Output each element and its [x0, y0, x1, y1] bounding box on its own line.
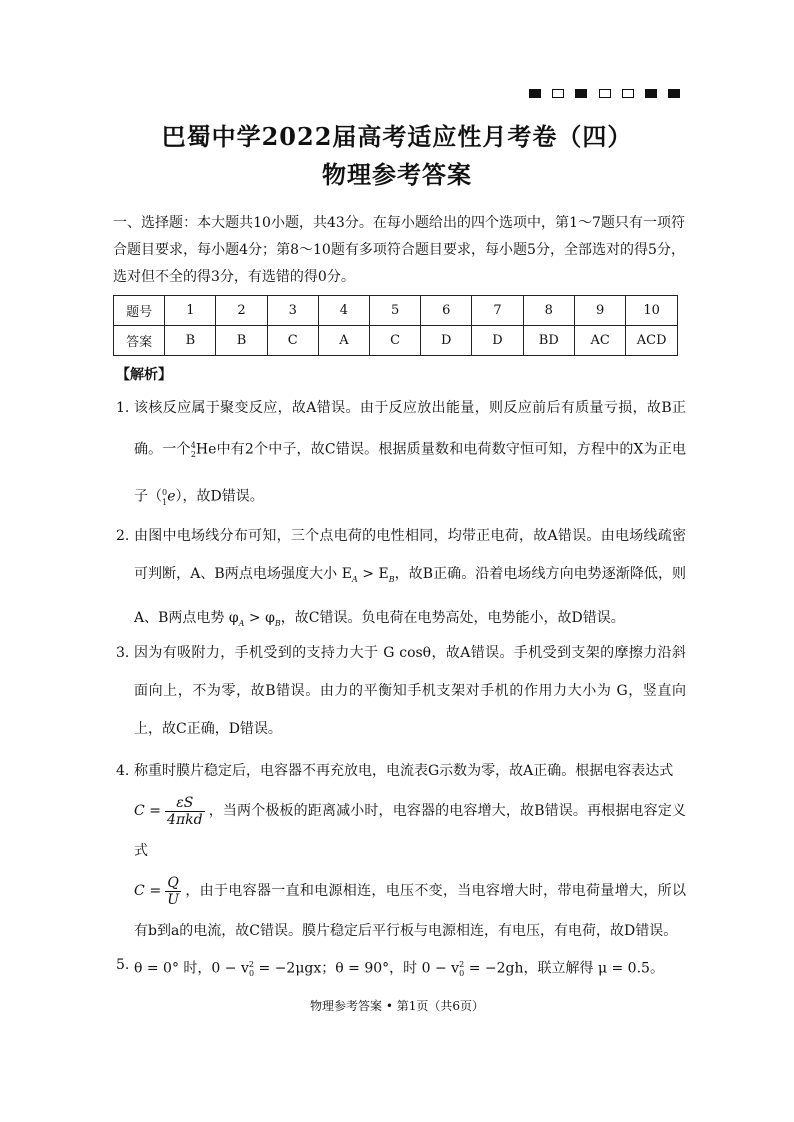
- page-footer: 物理参考答案 • 第1页（共6页）: [310, 999, 484, 1013]
- text-segment: = −2μgx；θ = 90°，时 0 − v: [254, 960, 460, 977]
- table-cell: 10: [626, 296, 678, 326]
- table-cell: 7: [472, 296, 523, 326]
- table-cell: 3: [267, 296, 318, 326]
- section-intro: [113, 210, 685, 291]
- item-text: 因为有吸附力，手机受到的支持力大于 G cosθ，故A错误。手机受到支架的摩擦力沿斜面向上，不为零，故B错误。由力的平衡知手机支架对手机的作用力大小为 G，竖直向上，故C正确，D错误。: [134, 645, 686, 737]
- fraction-numerator: Q: [165, 875, 181, 892]
- fraction-numerator: εS: [165, 795, 205, 812]
- table-cell: D: [472, 326, 523, 356]
- text-segment: = −2gh，联立解得 μ = 0.5。: [464, 960, 664, 977]
- table-header-cell: 题号: [114, 296, 165, 326]
- mark-filled: [529, 89, 541, 98]
- item-number: 2.: [116, 528, 130, 544]
- mark-filled: [575, 89, 587, 98]
- solution-item-4: [116, 751, 686, 951]
- table-cell: BD: [523, 326, 574, 356]
- table-cell: C: [267, 326, 318, 356]
- mark-empty: [599, 89, 611, 98]
- text-segment: > E: [357, 566, 389, 582]
- item-number: 1.: [116, 400, 130, 416]
- item-number: 4.: [116, 763, 130, 779]
- table-header-cell: 答案: [114, 326, 165, 356]
- text-segment: ，由于电容器一直和电源相连，电压不变，当电容增大时，带电荷量增大，所以有b到a的电流，故C错误。膜片稳定后平行板与电源相连，有电压，有电荷，故D错误。: [134, 883, 686, 939]
- table-cell: 4: [318, 296, 369, 326]
- document-title: 巴蜀中学2022届高考适应性月考卷（四）: [161, 122, 633, 151]
- text-segment: 该核反应属于聚变反应，故A错误。由于反应放出能量，则反应前后有质量亏损，故B正确。一个: [134, 400, 686, 458]
- text-segment: θ = 0° 时，0 − v: [134, 960, 249, 977]
- formula-lhs: C =: [134, 803, 162, 819]
- text-segment: 称重时膜片稳定后，电容器不再充放电，电流表G示数为零，故A正确。根据电容表达式: [134, 763, 674, 779]
- mark-filled: [668, 89, 680, 98]
- table-cell: C: [369, 326, 420, 356]
- table-row-numbers: [114, 296, 678, 326]
- text-segment: ），故D错误。: [175, 489, 264, 506]
- fraction-denominator: 4πkd: [167, 811, 203, 828]
- table-cell: 5: [369, 296, 420, 326]
- item-text: 该核反应属于聚变反应，故A错误。由于反应放出能量，则反应前后有质量亏损，故B正确。一个$^4_2$He中有2个中子，故C错误。根据质量数和电荷数守恒可知，方程中的X为正电子（$^0_1$e），故D错误。: [134, 400, 687, 507]
- solution-item-3: [116, 634, 686, 748]
- table-cell: 1: [165, 296, 216, 326]
- table-row-answers: [114, 326, 678, 356]
- table-cell: 2: [216, 296, 267, 326]
- table-cell: B: [165, 326, 216, 356]
- text-segment: 由图中电场线分布可知，三个点电荷的电性相同，均带正电荷，故A错误。由电场线疏密可判断，A、B两点电场强度大小 E: [134, 528, 686, 582]
- document-subtitle: 物理参考答案: [322, 160, 472, 189]
- item-number: 5.: [116, 957, 130, 973]
- capacitance-formula: [165, 795, 205, 828]
- text-segment: 中有2个中子，故C错误。根据质量数和电荷数守恒可知，方程中的X为正电子（: [134, 441, 687, 506]
- text-segment: ，故B正确。沿着电场线方向电势逐渐降低，则A、B两点电势 φ: [134, 566, 686, 626]
- solution-item-5: [116, 946, 686, 993]
- table-cell: 6: [421, 296, 472, 326]
- item-text: θ = 0° 时，$0 - v^2_0 = -2\mu gx$；θ = 90°，时 $0 - v^2_0 = -2gh$，联立解得 μ = 0.5。: [134, 960, 664, 979]
- solution-item-1: [116, 389, 686, 522]
- capacitance-definition: [165, 875, 181, 908]
- mark-empty: [622, 89, 634, 98]
- table-cell: 8: [523, 296, 574, 326]
- mark-filled: [645, 89, 657, 98]
- positron-symbol: e: [167, 489, 176, 506]
- table-cell: A: [318, 326, 369, 356]
- text-segment: > φ: [244, 609, 275, 626]
- text-segment: ，故C错误。负电荷在电势高处，电势能小，故D错误。: [280, 609, 625, 626]
- mark-empty: [552, 89, 564, 98]
- table-cell: D: [421, 326, 472, 356]
- formula-lhs: C =: [134, 883, 162, 899]
- solution-item-2: [116, 517, 686, 643]
- helium-symbol: He: [195, 441, 217, 458]
- item-number: 3.: [116, 645, 130, 661]
- intro-text: 一、选择题：本大题共10小题，共43分。在每小题给出的四个选项中，第1～7题只有一项符合题目要求，每小题4分；第8～10题有多项符合题目要求，每小题5分，全部选对的得5分，选对但不全的得3分，有选错的得0分。: [113, 215, 685, 285]
- table-cell: ACD: [626, 326, 678, 356]
- item-text: 由图中电场线分布可知，三个点电荷的电性相同，均带正电荷，故A错误。由电场线疏密可判断，A、B两点电场强度大小 $E_A > E_B$，故B正确。沿着电场线方向电势逐渐降低，则A、B两点电势 $\varphi_A > \varphi_B$，故C错误。负电荷在电势高处，电势能小，故D错误。: [134, 528, 686, 628]
- table-cell: B: [216, 326, 267, 356]
- table-cell: 9: [574, 296, 625, 326]
- item-text: [134, 751, 686, 951]
- answer-table: [113, 295, 678, 356]
- fraction-denominator: U: [167, 891, 180, 908]
- table-cell: AC: [574, 326, 625, 356]
- analysis-heading: 【解析】: [116, 367, 172, 383]
- text-segment: ，当两个极板的距离减小时，电容器的电容增大，故B错误。再根据电容定义式: [134, 803, 686, 859]
